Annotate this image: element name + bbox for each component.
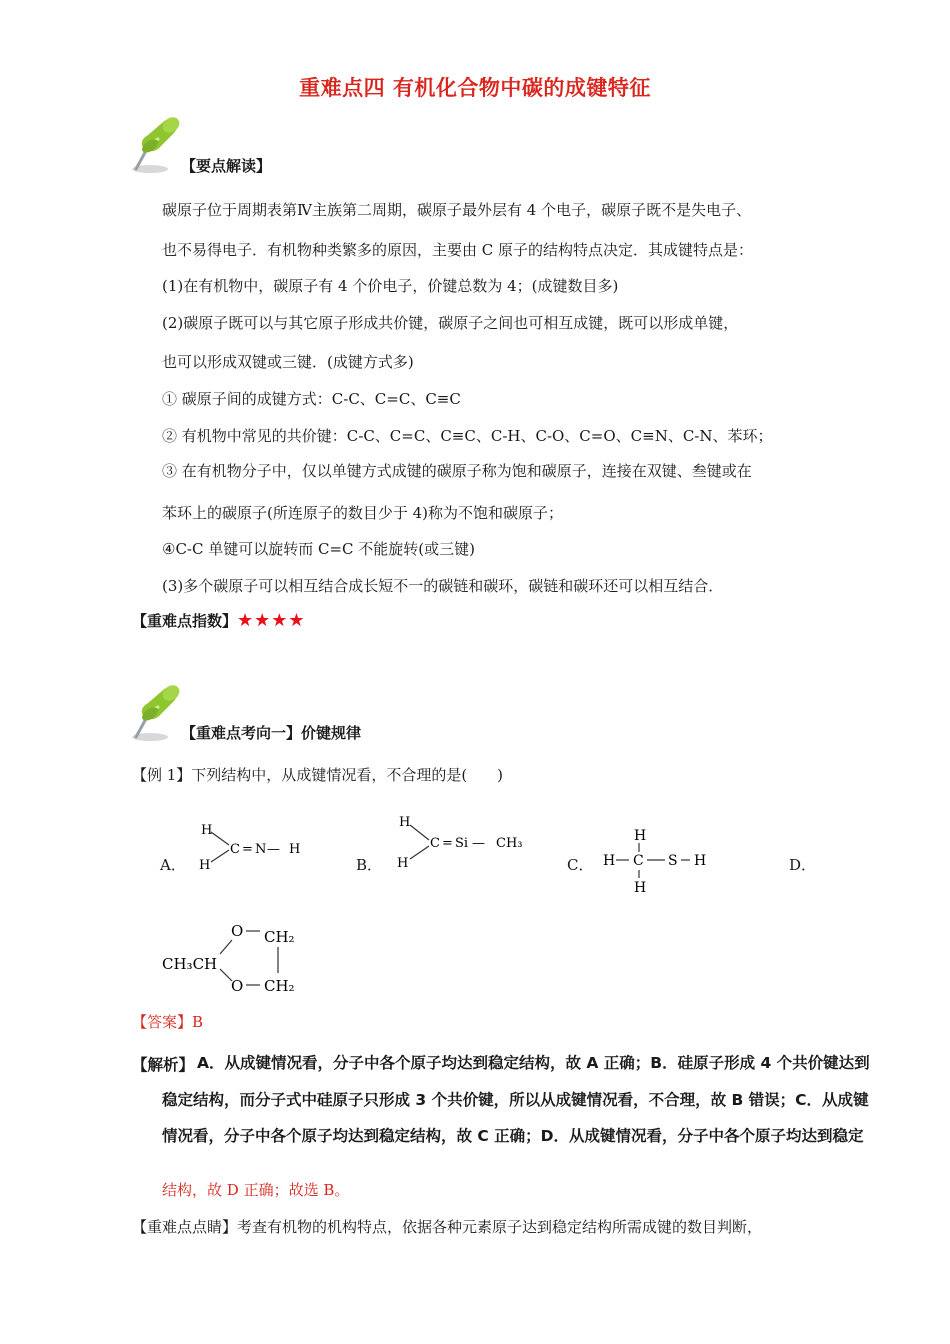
atom-label: CH₃	[496, 836, 523, 851]
insight-text: 【重难点点睛】考查有机物的机构特点，依据各种元素原子达到稳定结构所需成键的数目判断，	[132, 1218, 763, 1236]
paragraph-line: ① 碳原子间的成键方式：C-C、C=C、C≡C	[162, 390, 461, 408]
paragraph-line: ③ 在有机物分子中，仅以单键方式成键的碳原子称为饱和碳原子，连接在双键、叁键或在	[162, 462, 752, 480]
atom-label: O	[231, 977, 244, 995]
atom-label: H	[634, 828, 647, 844]
atom-label: O	[231, 922, 244, 940]
analysis-line: A．从成键情况看，分子中各个原子均达到稳定结构，故 A 正确；B．硅原子形成 4 个共价键达到	[197, 1054, 870, 1072]
paragraph-line: 苯环上的碳原子(所连原子的数目少于 4)称为不饱和碳原子；	[162, 504, 564, 522]
structure-a	[195, 815, 310, 875]
paragraph-line: 也可以形成双键或三键．(成键方式多)	[162, 353, 414, 371]
atom-label: C	[633, 853, 644, 869]
atom-label: H	[603, 853, 616, 869]
difficulty-stars: ★★★★	[237, 610, 306, 631]
bond-label: =	[242, 842, 253, 857]
structure-c-bottom	[600, 870, 680, 898]
atom-label: N	[255, 842, 267, 857]
analysis-line: 情况看，分子中各个原子均达到稳定结构，故 C 正确；D．从成键情况看，分子中各个原子均达到稳定	[162, 1127, 864, 1145]
atom-label: H	[399, 815, 411, 830]
paragraph-line: ② 有机物中常见的共价键：C-C、C=C、C≡C、C-H、C-O、C=O、C≡N、C-N、苯环；	[162, 427, 773, 445]
structure-c	[600, 823, 712, 873]
atom-label: H	[199, 858, 211, 873]
structure-d	[158, 918, 308, 1000]
section-heading-key-points: 【要点解读】	[181, 157, 272, 175]
paragraph-line: (1)在有机物中，碳原子有 4 个价电子，价键总数为 4；(成键数目多)	[162, 277, 619, 295]
atom-label: CH₂	[264, 928, 295, 946]
atom-label: CH₂	[264, 977, 295, 995]
atom-label: H	[289, 842, 301, 857]
analysis-label: 【解析】	[132, 1056, 195, 1074]
atom-label: H	[201, 823, 213, 838]
option-d-label: D．	[789, 856, 817, 874]
atom-label: CH₃CH	[162, 955, 218, 973]
section-heading-valence-rules: 【重难点考向一】价键规律	[181, 724, 362, 742]
page-title: 重难点四 有机化合物中碳的成键特征	[299, 76, 651, 100]
paragraph-line: ④C-C 单键可以旋转而 C=C 不能旋转(或三键)	[162, 540, 476, 558]
atom-label: C	[230, 842, 240, 857]
bond-label: —	[472, 836, 485, 851]
answer: 【答案】B	[132, 1013, 204, 1031]
bond-label: —	[267, 842, 280, 857]
atom-label: H	[694, 853, 707, 869]
structure-b	[393, 807, 533, 873]
atom-label: S	[668, 853, 678, 869]
paragraph-line: (2)碳原子既可以与其它原子形成共价键，碳原子之间也可相互成键，既可以形成单键，	[162, 314, 739, 332]
atom-label: H	[634, 880, 647, 896]
pushpin-icon	[128, 681, 188, 743]
atom-label: H	[397, 856, 409, 871]
option-c-label: C．	[567, 856, 594, 874]
paragraph-line: 碳原子位于周期表第Ⅳ主族第二周期，碳原子最外层有 4 个电子，碳原子既不是失电子、	[162, 201, 752, 219]
question-text: 【例 1】下列结构中，从成键情况看，不合理的是( )	[132, 766, 504, 784]
analysis-line: 稳定结构，而分子式中硅原子只形成 3 个共价键，所以从成键情况看，不合理，故 B 错误；C．从成键	[162, 1091, 869, 1109]
bond-label: =	[442, 836, 453, 851]
pushpin-icon	[128, 113, 188, 175]
atom-label: Si	[455, 836, 469, 851]
difficulty-label: 【重难点指数】	[132, 612, 238, 630]
option-b-label: B．	[356, 856, 383, 874]
paragraph-line: (3)多个碳原子可以相互结合成长短不一的碳链和碳环，碳链和碳环还可以相互结合．	[162, 577, 724, 595]
option-a-label: A．	[160, 856, 186, 874]
difficulty-row	[132, 610, 306, 631]
atom-label: C	[430, 836, 440, 851]
paragraph-line: 也不易得电子．有机物种类繁多的原因，主要由 C 原子的结构特点决定．其成键特点是：	[162, 241, 754, 259]
analysis-tail: 结构，故 D 正确；故选 B。	[162, 1181, 350, 1199]
